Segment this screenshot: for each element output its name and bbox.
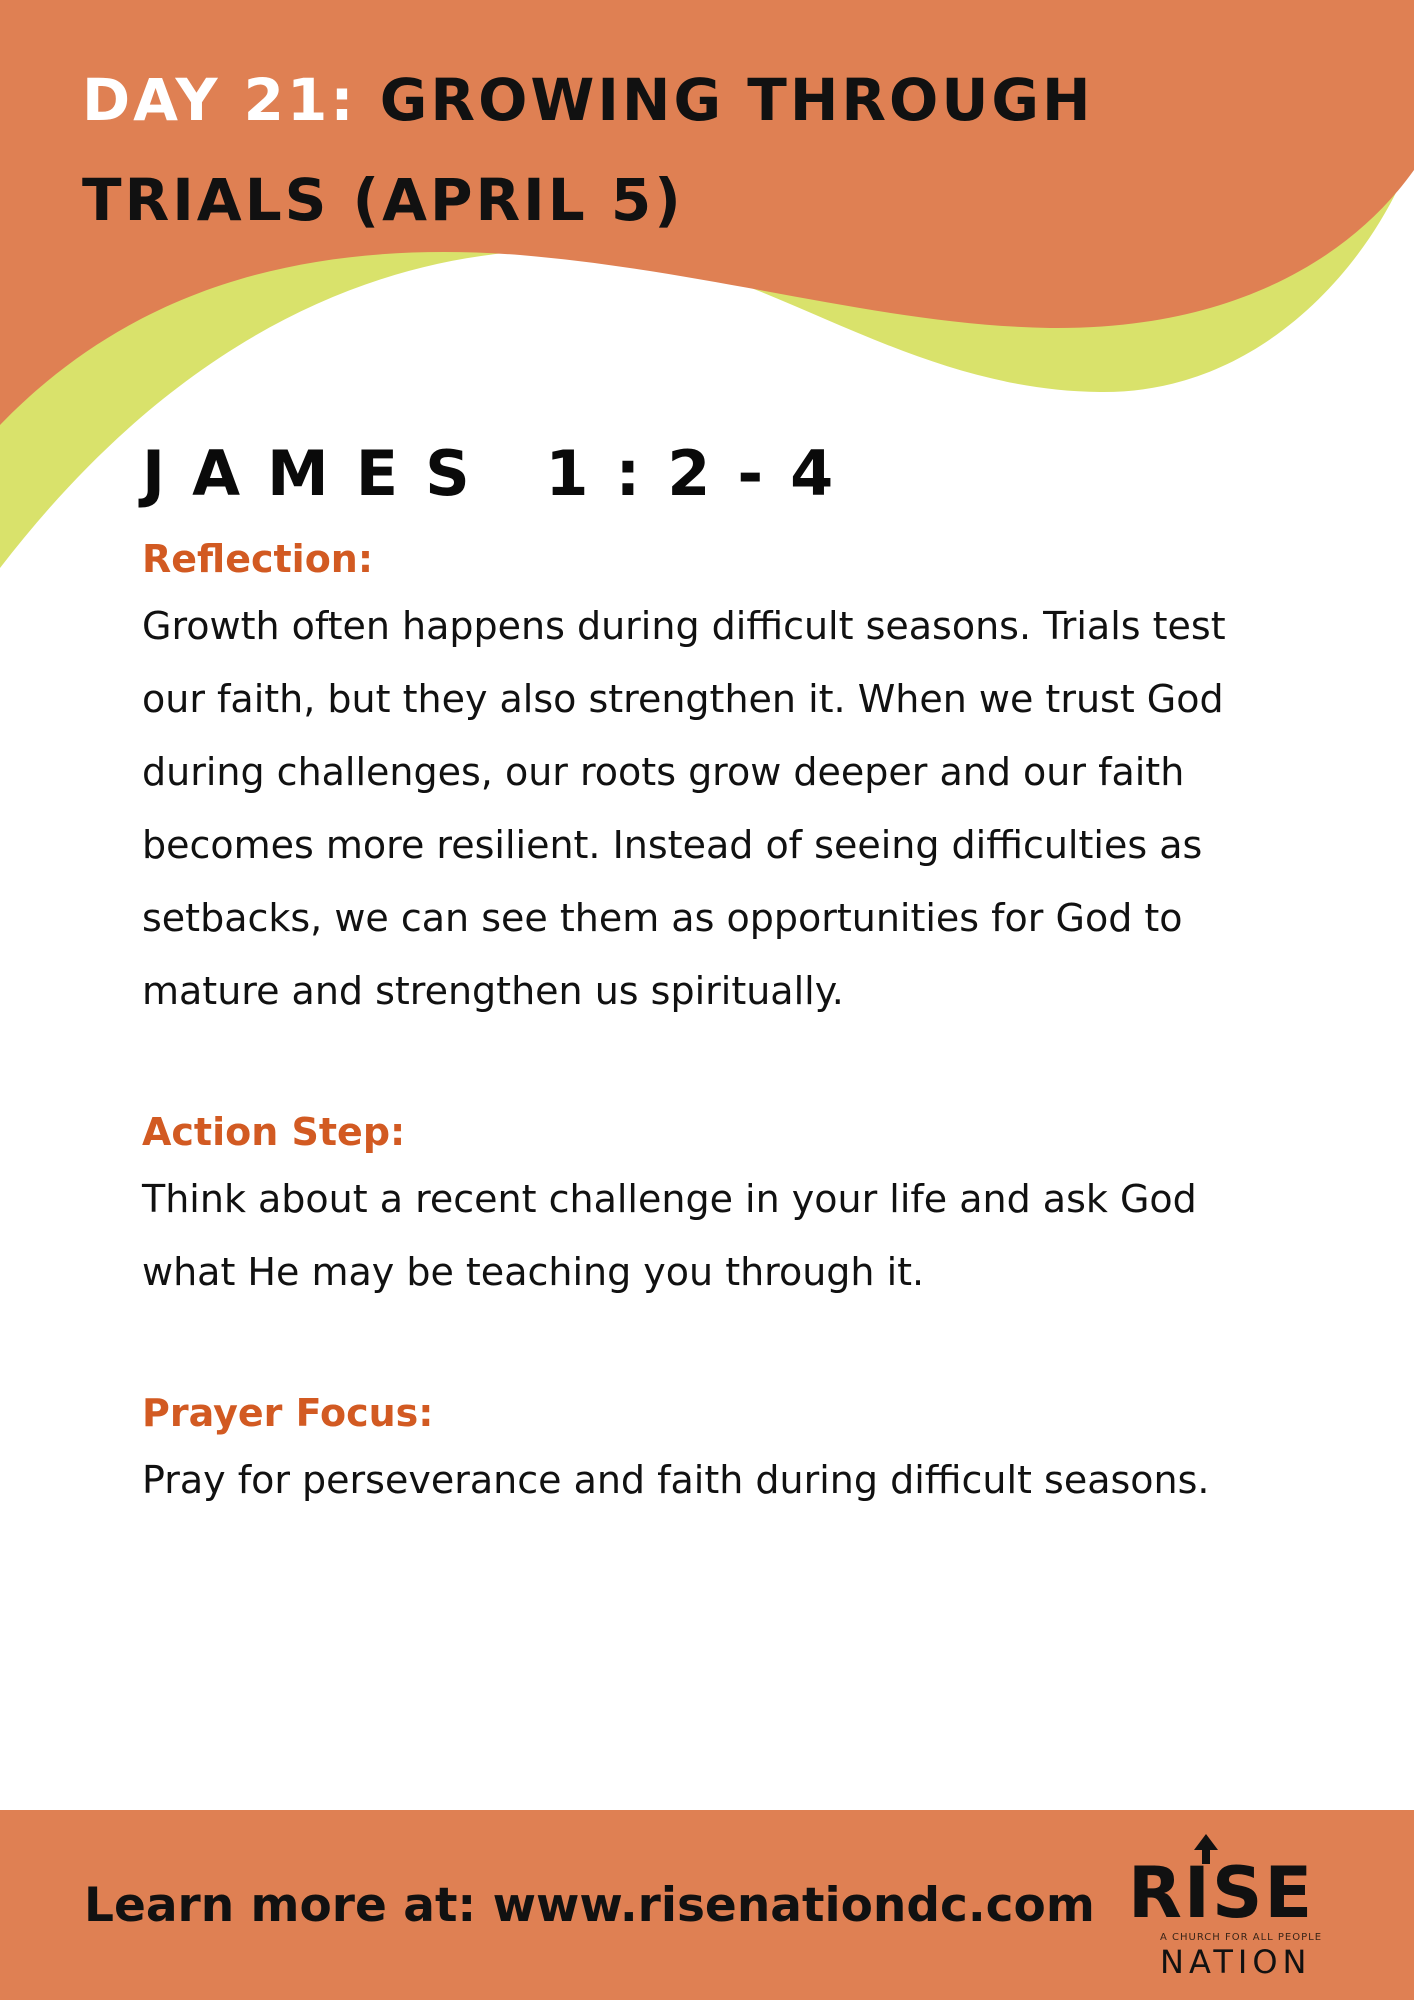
day-label: DAY 21: [82, 66, 357, 134]
footer-website-text[interactable]: Learn more at: www.risenationdc.com [84, 1878, 1095, 1933]
reflection-body: Growth often happens during difficult seasons. Trials test our faith, but they also strengthen it. When we trust God during challenges, our roots grow deeper and our faith becomes more resilient. Instead of seeing difficulties as setbacks, we can see them as opportunities for God to mature and strengthen us spiritually. [142, 604, 1226, 1013]
devotional-content [142, 432, 1292, 1517]
devotional-title: GROWING THROUGH TRIALS (APRIL 5) [82, 66, 1094, 234]
reflection-heading: Reflection: [142, 537, 374, 581]
logo-subname: NATION [1160, 1943, 1312, 1981]
section-spacer [142, 1028, 1292, 1101]
footer-banner [0, 1810, 1414, 2000]
reflection-section [142, 528, 1292, 1028]
prayer-focus-heading: Prayer Focus: [142, 1391, 434, 1435]
action-step-body: Think about a recent challenge in your life and ask God what He may be teaching you through it. [142, 1177, 1197, 1294]
prayer-focus-body: Pray for perseverance and faith during difficult seasons. [142, 1458, 1210, 1502]
logo-wordmark: RISE [1128, 1852, 1315, 1934]
action-step-section [142, 1101, 1292, 1309]
action-step-heading: Action Step: [142, 1110, 406, 1154]
prayer-focus-section [142, 1382, 1292, 1517]
page-title [82, 50, 1282, 250]
section-spacer [142, 1309, 1292, 1382]
logo-tagline: A CHURCH FOR ALL PEOPLE [1160, 1932, 1323, 1943]
rise-nation-logo [1120, 1830, 1360, 1990]
scripture-reference: JAMES 1:2-4 [142, 437, 861, 510]
